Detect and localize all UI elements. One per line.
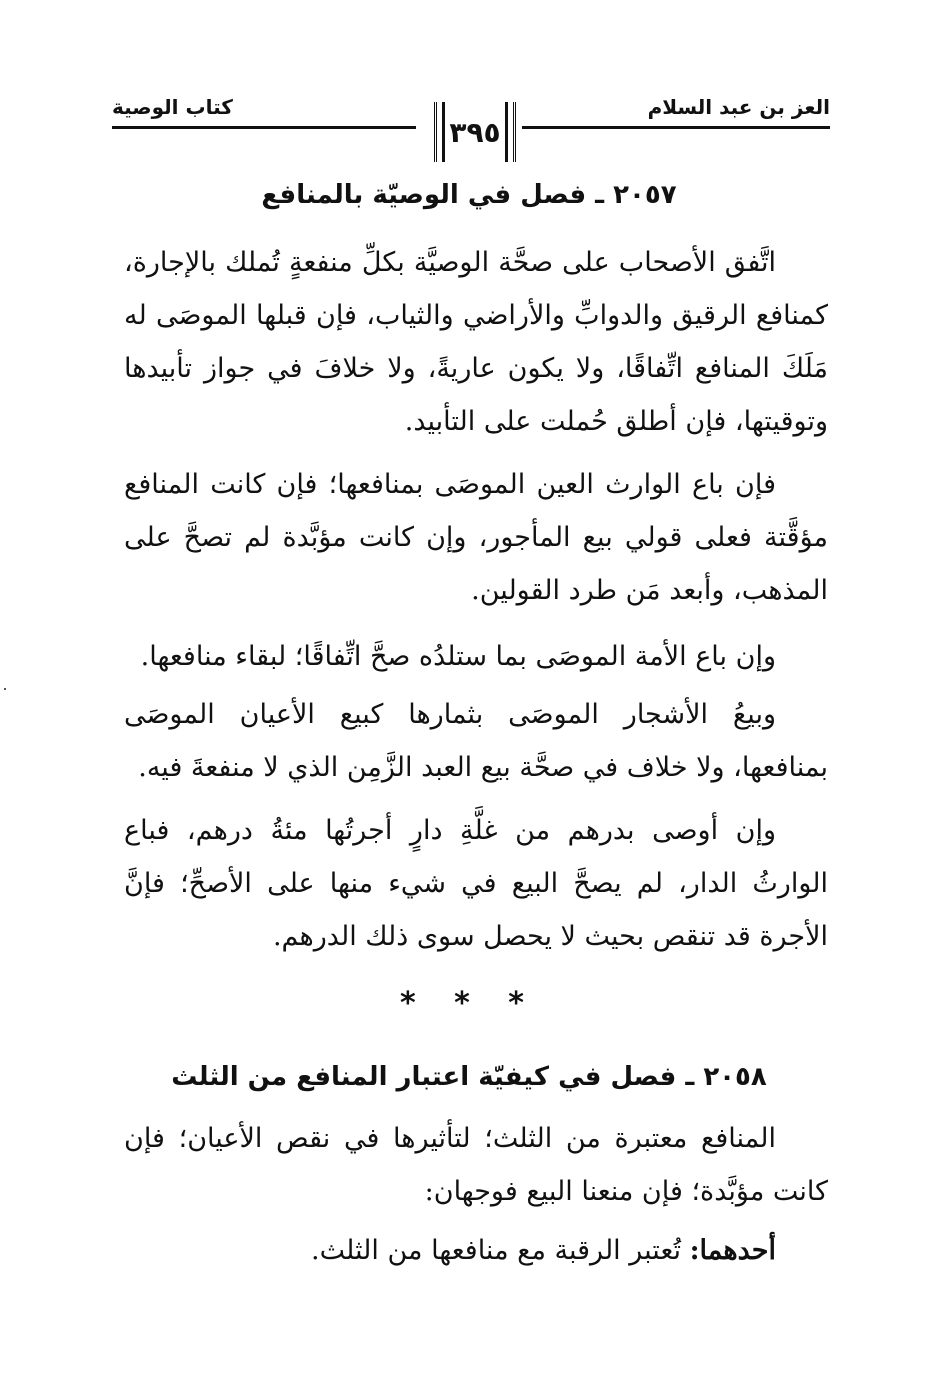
- paragraph: وإن باع الأمة الموصَى بما ستلدُه صحَّ اتِّفاقًا؛ لبقاء منافعها.: [140, 641, 776, 672]
- paragraph: المنافع معتبرة من الثلث؛ لتأثيرها في نقص الأعيان؛ فإن كانت مؤبَّدة؛ فإن منعنا البيع فوجهان:: [124, 1123, 828, 1207]
- section-heading-2057: ٢٠٥٧ ـ فصل في الوصيّة بالمنافع: [261, 180, 677, 210]
- header-rule-left: [112, 126, 416, 129]
- section-separator: * * *: [400, 986, 538, 1021]
- paragraph: وإن أوصى بدرهم من غلَّةِ دارٍ أجرتُها مئةُ درهم، فباع الوارثُ الدار، لم يصحَّ البيع في شيء منها على الأصحِّ؛ فإنَّ الأجرة قد تنقص بحيث لا يحصل سوى ذلك الدرهم.: [124, 815, 828, 952]
- scan-speck: [4, 688, 6, 690]
- running-header-book-section: كتاب الوصية: [112, 95, 233, 119]
- paragraph: اتَّفق الأصحاب على صحَّة الوصيَّة بكلِّ منفعةٍ تُملك بالإجارة، كمنافع الرقيق والدوابِّ والأراضي والثياب، فإن قبلها الموصَى له مَلَكَ المنافع اتِّفاقًا، ولا يكون عاريةً، ولا خلافَ في جواز تأبيدها وتوقيتها، فإن أطلق حُملت على التأبيد.: [124, 247, 828, 437]
- section-heading-2058: ٢٠٥٨ ـ فصل في كيفيّة اعتبار المنافع من الثلث: [171, 1062, 767, 1092]
- page-number-frame: [434, 102, 516, 162]
- page-number: ٣٩٥: [449, 116, 501, 149]
- paragraph: وبيعُ الأشجار الموصَى بثمارها كبيع الأعيان الموصَى بمنافعها، ولا خلاف في صحَّة بيع العبد الزَّمِن الذي لا منفعةَ فيه.: [124, 699, 828, 783]
- header-rule-right: [522, 126, 830, 129]
- running-header-author: العز بن عبد السلام: [647, 95, 830, 119]
- paragraph-lead: أحدهما:: [689, 1235, 776, 1266]
- paragraph: [124, 1224, 828, 1277]
- paragraph: فإن باع الوارث العين الموصَى بمنافعها؛ فإن كانت المنافع مؤقَّتة فعلى قولي بيع المأجور، وإن كانت مؤبَّدة لم تصحَّ على المذهب، وأبعد مَن طرد القولين.: [124, 469, 828, 606]
- paragraph-text: تُعتبر الرقبة مع منافعها من الثلث.: [311, 1235, 681, 1266]
